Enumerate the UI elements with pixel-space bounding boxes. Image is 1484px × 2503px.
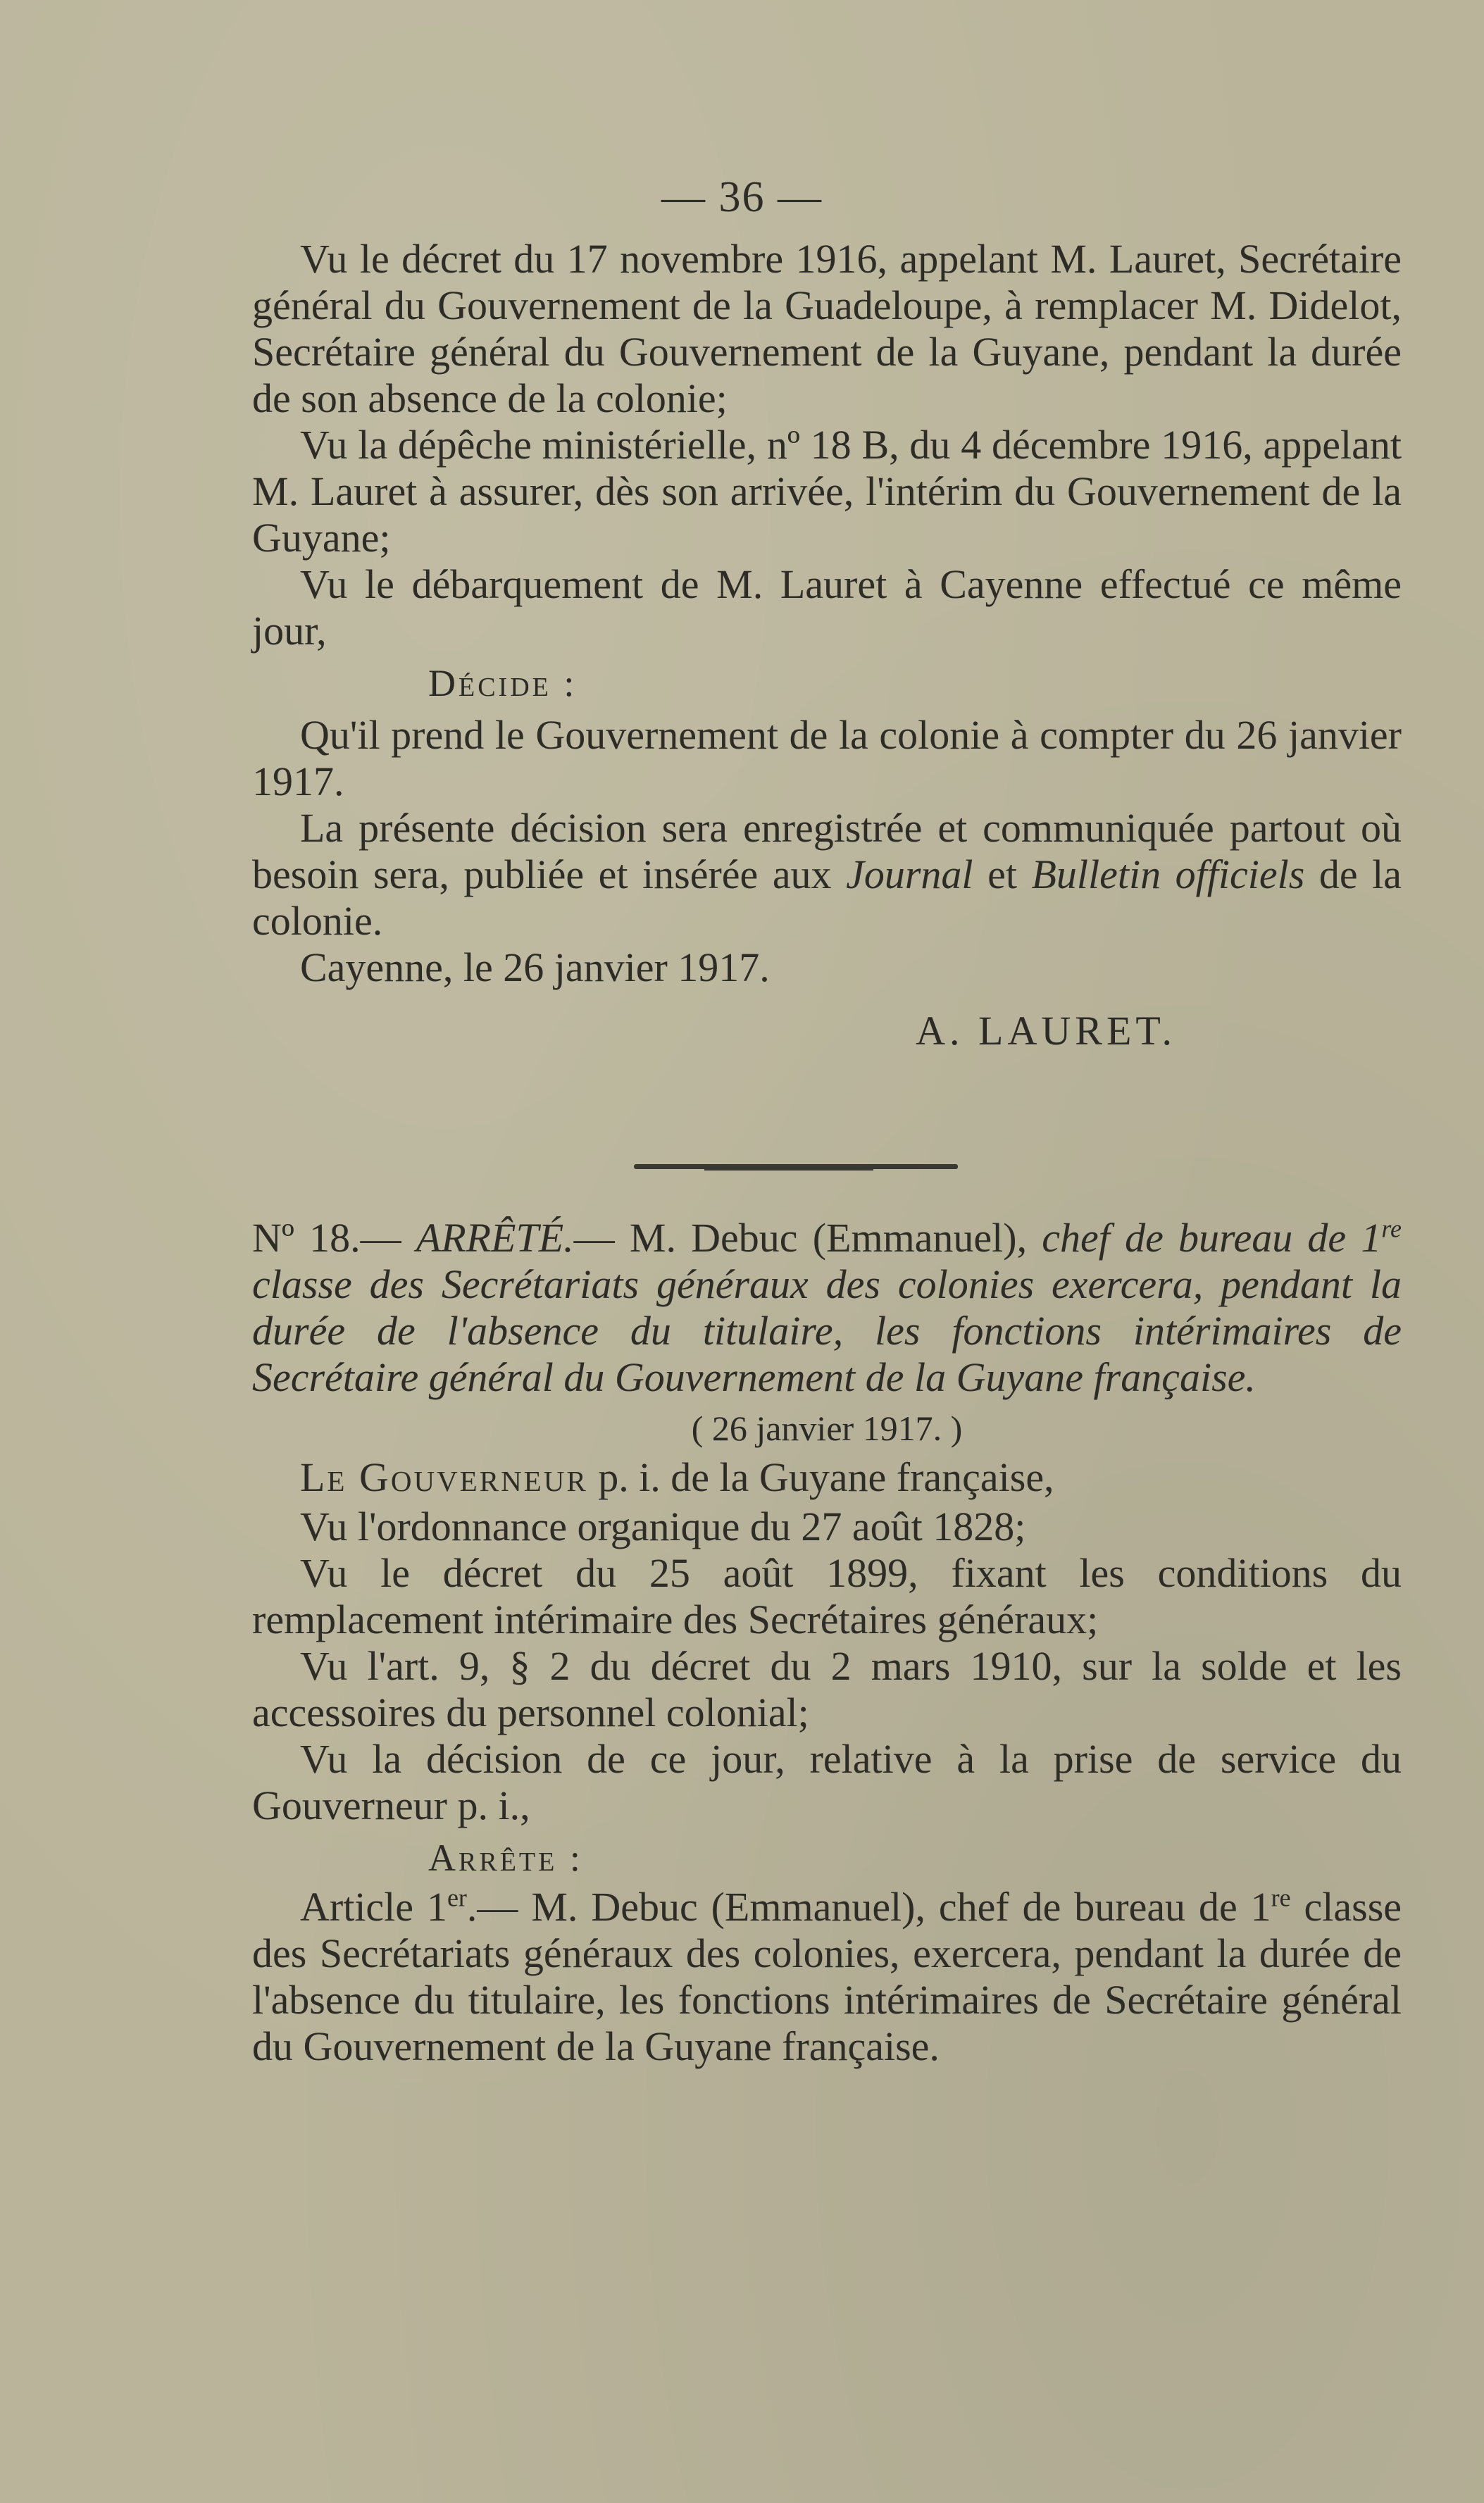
arrete-section xyxy=(252,1215,1402,2070)
separator-rule-thin xyxy=(704,1168,873,1171)
arrete-title xyxy=(252,1215,1402,1401)
text-run: et xyxy=(973,851,1032,897)
signature: A. LAURET. xyxy=(916,1008,1176,1054)
text-run: classe des Secrétariats généraux des colonies, exercera, pendant la durée de l'absence du titulaire, les fonctions intérimaires de Secrétaire général du Gouvernement de la Guyane française. xyxy=(252,1884,1402,2069)
arrete-number: Nº 18.— xyxy=(252,1215,416,1261)
text-run: chef de bureau de 1 xyxy=(1042,1215,1382,1261)
text-run: La présente décision sera enregistrée et communiquée partout où besoin sera, publiée et insérée aux xyxy=(252,805,1402,897)
paragraph: Vu l'ordonnance organique du 27 août 1828; xyxy=(300,1504,1026,1549)
paragraph: Vu l'art. 9, § 2 du décret du 2 mars 1910, sur la solde et les accessoires du personnel colonial; xyxy=(252,1643,1402,1735)
paragraph: Qu'il prend le Gouvernement de la colonie à compter du 26 janvier 1917. xyxy=(252,712,1402,804)
paragraph xyxy=(252,805,1402,944)
superscript: re xyxy=(1271,1883,1291,1912)
article-1 xyxy=(252,1884,1402,2070)
text-run: .— M. Debuc (Emmanuel), chef de bureau de 1 xyxy=(466,1884,1271,1930)
arrete-label: ARRÊTÉ. xyxy=(416,1215,574,1261)
superscript: er xyxy=(447,1883,467,1912)
superscript: re xyxy=(1381,1214,1402,1243)
text-run: de la colonie. xyxy=(252,851,1402,944)
page-number: — 36 — xyxy=(661,173,823,221)
decide-heading: Décide : xyxy=(428,662,578,704)
journal-title: Journal xyxy=(846,851,973,897)
paragraph: Vu le décret du 25 août 1899, fixant les conditions du remplacement intérimaire des Secrétaires généraux; xyxy=(252,1550,1402,1642)
governor-title: Le Gouverneur xyxy=(300,1454,588,1500)
decision-text xyxy=(252,236,1402,1054)
text-run: — M. Debuc (Emmanuel), xyxy=(573,1215,1042,1261)
text-run: Article 1 xyxy=(300,1884,447,1930)
paragraph: Vu la décision de ce jour, relative à la prise de service du Gouverneur p. i., xyxy=(252,1736,1402,1828)
governor-line xyxy=(252,1454,1402,1501)
text-run: p. i. de la Guyane française, xyxy=(587,1454,1054,1500)
place-date: Cayenne, le 26 janvier 1917. xyxy=(300,944,770,990)
arrete-date: ( 26 janvier 1917. ) xyxy=(691,1409,963,1448)
arrete-heading: Arrête : xyxy=(428,1837,583,1879)
paragraph: Vu le débarquement de M. Lauret à Cayenne effectué ce même jour, xyxy=(252,561,1402,654)
paragraph: Vu le décret du 17 novembre 1916, appelant M. Lauret, Secrétaire général du Gouvernement de la Guadeloupe, à remplacer M. Didelot, Secrétaire général du Gouvernement de la Guyane, pendant la durée de son absence de la colonie; xyxy=(252,236,1402,421)
bulletin-title: Bulletin officiels xyxy=(1031,851,1305,897)
paragraph: Vu la dépêche ministérielle, nº 18 B, du 4 décembre 1916, appelant M. Lauret à assurer, dès son arrivée, l'intérim du Gouvernement de la Guyane; xyxy=(252,422,1402,561)
text-run: classe des Secrétariats généraux des colonies exercera, pendant la durée de l'absence du titulaire, les fonctions intérimaires de Secrétaire général du Gouvernement de la Guyane française. xyxy=(252,1261,1402,1400)
